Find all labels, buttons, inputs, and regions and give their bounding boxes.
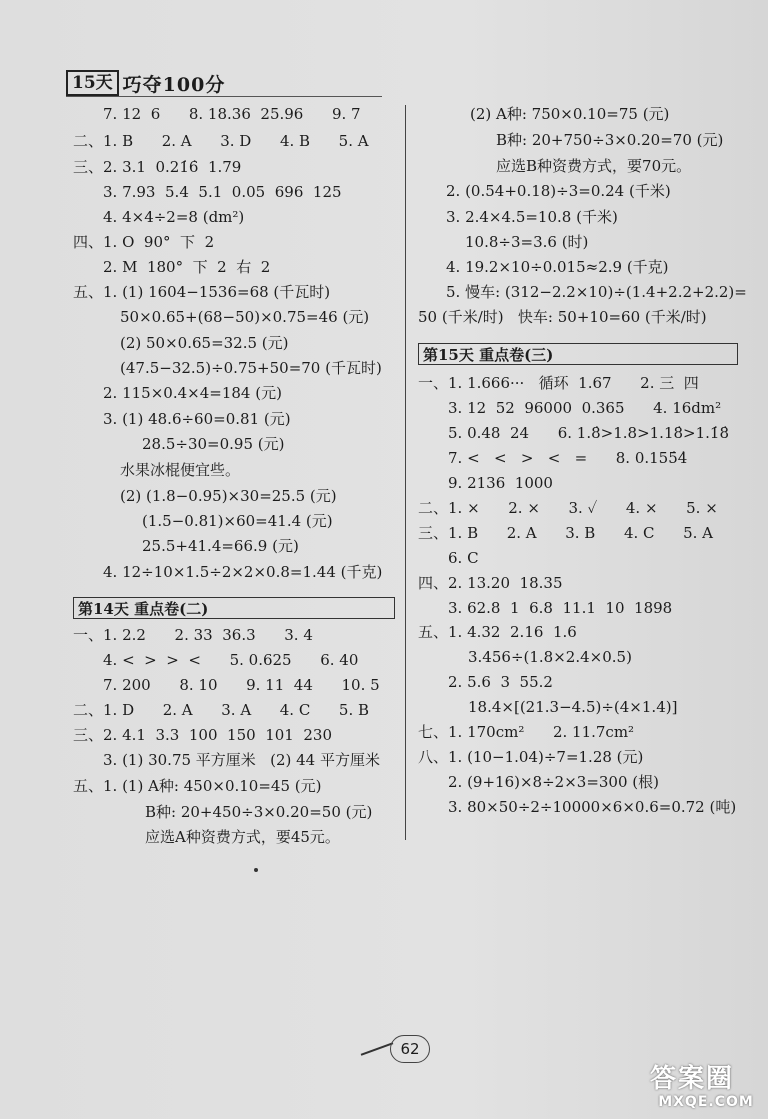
section-heading: 第14天 重点卷(二): [73, 597, 395, 619]
answer-line: 3. 2.4×4.5=10.8 (千米): [446, 208, 618, 226]
answer-line: 3. 62.8 1 6.8 11.1 10 1898: [448, 599, 673, 617]
answer-line: (2) A种: 750×0.10=75 (元): [470, 105, 670, 123]
answer-line: B种: 20+450÷3×0.20=50 (元): [145, 803, 373, 821]
answer-line: 应选B种资费方式，要70元。: [496, 157, 692, 175]
answer-line: 五、1. 4.32 2.16 1.6: [418, 623, 577, 641]
answer-line: 一、1. 1.666··· 循环 1.67 2. 三 四: [418, 374, 699, 392]
page-number: 62: [390, 1035, 430, 1063]
answer-line: 3.456÷(1.8×2.4×0.5): [468, 648, 632, 666]
answer-line: 3. 7.93 5.4 5.1 0.05 696 125: [103, 183, 342, 201]
answer-line: 三、2. 3.1 0.21̇6̇ 1.79: [73, 158, 242, 176]
watermark-line2: MXQE.COM: [658, 1094, 754, 1110]
answer-line: 七、1. 170cm² 2. 11.7cm²: [418, 723, 635, 741]
answer-line: 4. < > > < 5. 0.625 6. 40: [103, 651, 359, 669]
answer-line: 50 (千米/时) 快车: 50+10=60 (千米/时): [418, 308, 707, 326]
answer-line: 二、1. D 2. A 3. A 4. C 5. B: [73, 701, 370, 719]
answer-line: 5. 0.48 24 6. 1.8̇>1.8>1.18̇>1.1̇8̇: [448, 424, 730, 442]
section-heading: 第15天 重点卷(三): [418, 343, 738, 365]
answer-line: 三、2. 4.1 3.3 100 150 101 230: [73, 726, 332, 744]
header-title: 巧夺100分: [122, 73, 226, 96]
answer-line: 5. 慢车: (312−2.2×10)÷(1.4+2.2+2.2)=: [446, 283, 747, 301]
watermark-line1: 答案圈: [650, 1064, 735, 1094]
answer-line: 一、1. 2.2 2. 33 36.3 3. 4: [73, 626, 313, 644]
answer-line: 3. 12 52 96000 0.365 4. 16dm²: [448, 399, 722, 417]
answer-line: 4. 19.2×10÷0.015≈2.9 (千克): [446, 258, 669, 276]
answer-line: 2. (9+16)×8÷2×3=300 (根): [448, 773, 659, 791]
answer-line: 3. 80×50÷2÷10000×6×0.6=0.72 (吨): [448, 798, 737, 816]
page-header: [66, 68, 225, 98]
answer-line: 50×0.65+(68−50)×0.75=46 (元): [120, 308, 370, 326]
answer-line: 28.5÷30=0.95 (元): [142, 435, 285, 453]
answer-line: (2) 50×0.65=32.5 (元): [120, 334, 289, 352]
answer-line: 2. 5.6 3 55.2: [448, 673, 553, 691]
answer-line: 水果冰棍便宜些。: [120, 461, 241, 479]
answer-line: 7. 12 6 8. 18.36 25.96 9. 7: [103, 105, 361, 123]
answer-line: 五、1. (1) A种: 450×0.10=45 (元): [73, 777, 322, 795]
answer-line: B种: 20+750÷3×0.20=70 (元): [496, 131, 724, 149]
answer-line: (47.5−32.5)÷0.75+50=70 (千瓦时): [120, 359, 382, 377]
bullet-dot: [254, 868, 258, 872]
answer-line: 八、1. (10−1.04)÷7=1.28 (元): [418, 748, 644, 766]
answer-line: 7. 200 8. 10 9. 11 44 10. 5: [103, 676, 380, 694]
column-divider: [405, 105, 406, 840]
answer-line: 4. 4×4÷2=8 (dm²): [103, 208, 245, 226]
answer-line: 应选A种资费方式，要45元。: [145, 828, 340, 846]
watermark: [650, 1065, 762, 1115]
answer-line: 18.4×[(21.3−4.5)÷(4×1.4)]: [468, 698, 678, 716]
answer-line: 四、2. 13.20 18.35: [418, 574, 563, 592]
answer-line: 四、1. O 90° 下 2: [73, 233, 215, 251]
answer-line: 2. (0.54+0.18)÷3=0.24 (千米): [446, 182, 671, 200]
answer-line: 3. (1) 30.75 平方厘米 (2) 44 平方厘米: [103, 751, 380, 769]
answer-line: 2. M 180° 下 2 右 2: [103, 258, 271, 276]
answer-line: 3. (1) 48.6÷60=0.81 (元): [103, 410, 291, 428]
header-rule: [66, 96, 382, 97]
answer-line: 10.8÷3=3.6 (时): [465, 233, 589, 251]
answer-line: (1.5−0.81)×60=41.4 (元): [142, 512, 333, 530]
answer-line: 五、1. (1) 1604−1536=68 (千瓦时): [73, 283, 331, 301]
answer-line: 6. C: [448, 549, 479, 567]
answer-line: (2) (1.8−0.95)×30=25.5 (元): [120, 487, 337, 505]
answer-line: 二、1. × 2. × 3. ✓ 4. × 5. ×: [418, 499, 718, 517]
page-number-swoosh: [361, 1042, 394, 1056]
header-box: 15天: [66, 70, 119, 96]
answer-line: 7. < < > < = 8. 0.155̇4̇: [448, 449, 688, 467]
answer-line: 三、1. B 2. A 3. B 4. C 5. A: [418, 524, 714, 542]
answer-line: 二、1. B 2. A 3. D 4. B 5. A: [73, 132, 369, 150]
answer-line: 2. 115×0.4×4=184 (元): [103, 384, 282, 402]
answer-line: 25.5+41.4=66.9 (元): [142, 537, 299, 555]
answer-line: 4. 12÷10×1.5÷2×2×0.8=1.44 (千克): [103, 563, 383, 581]
answer-line: 9. 2136 1000: [448, 474, 553, 492]
